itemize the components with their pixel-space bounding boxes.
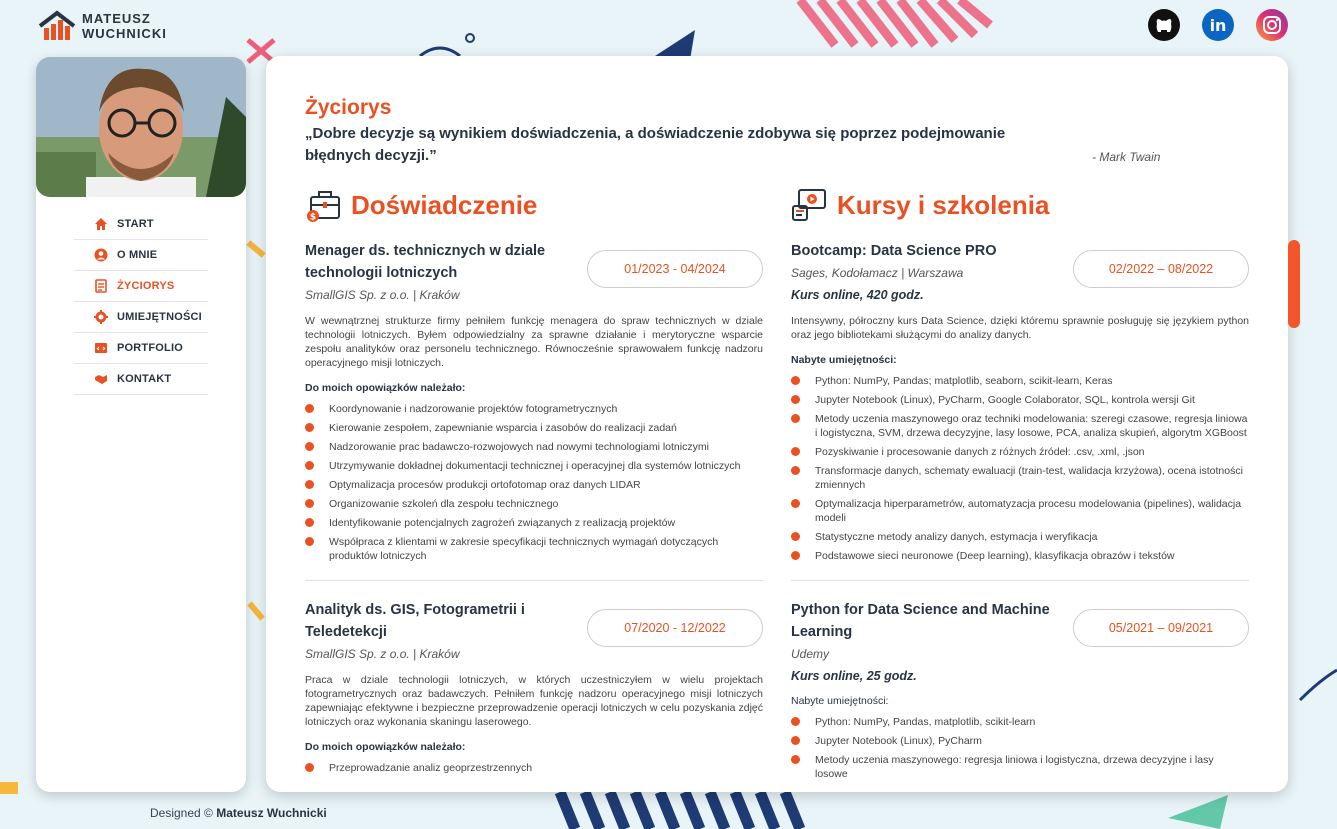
brand-logo[interactable] — [38, 10, 167, 42]
sidebar — [36, 57, 246, 792]
skills-list — [791, 374, 1249, 563]
course-title: Bootcamp: Data Science PRO — [791, 243, 997, 259]
resume-panel — [266, 56, 1288, 792]
linkedin-icon — [1201, 8, 1235, 42]
bar-yellow-2 — [247, 601, 264, 620]
instagram-icon — [1255, 8, 1289, 42]
nav-o-mnie[interactable] — [74, 240, 208, 271]
instagram-link[interactable] — [1255, 8, 1289, 42]
duties-label: Do moich opowiązków należało: — [305, 741, 466, 753]
arc-navy — [1300, 670, 1337, 700]
job-description: Praca w dziale technologii lotniczych, w których uczestniczyłem w wielu projektach fotogrametrycznych oraz badawczych. Pełniłem funkcję nadzoru operacyjnego misji lotniczych zapewniając efektywne i bezpieczne przeprowadzenie operacji lotniczych w celu pozyskania zdjęć lotniczych oraz wykonania skaningu laserowego. — [305, 674, 763, 728]
nav-portfolio[interactable] — [74, 333, 208, 364]
nav-umiejetnosci[interactable] — [74, 302, 208, 333]
courses-header — [791, 184, 1249, 226]
duty-item: Kierowanie zespołem, zapewnianie wsparcia i zasobów do realizacji zadań — [305, 421, 763, 435]
stripes-pink — [800, 0, 990, 45]
course-provider: Udemy — [791, 647, 830, 661]
quote-text: „Dobre decyzje są wynikiem doświadczenia, a doświadczenie zdobywa się poprzez podejmowanie błędnych decyzji.” — [305, 125, 1006, 164]
duty-item: Identyfikowanie potencjalnych zagrożeń związanych z realizacją projektów — [305, 516, 763, 530]
bar-yellow-3 — [0, 782, 18, 794]
profile-photo — [36, 57, 246, 197]
nav-start[interactable] — [74, 209, 208, 240]
job-company: SmallGIS Sp. z o.o. | Kraków — [305, 288, 460, 302]
skills-list — [791, 715, 1249, 781]
duty-item: Utrzymywanie dokładnej dokumentacji technicznej i operacyjnej dla systemów lotniczych — [305, 459, 763, 473]
skill-item: Jupyter Notebook (Linux), PyCharm — [791, 734, 1249, 748]
social-links — [1147, 8, 1289, 42]
job-title: Menager ds. technicznych w dziale technologii lotniczych — [305, 243, 546, 281]
experience-section — [305, 184, 763, 792]
user-icon — [94, 248, 108, 262]
skill-item: Python: NumPy, Pandas; matplotlib, seaborn, scikit-learn, Keras — [791, 374, 1249, 388]
skills-label: Nabyte umiejętności: — [791, 354, 897, 366]
presentation-icon — [791, 186, 829, 224]
skill-item: Python: NumPy, Pandas, matplotlib, scikit-learn — [791, 715, 1249, 729]
experience-title: Doświadczenie — [351, 189, 538, 220]
bar-yellow — [246, 240, 265, 257]
course-dates: 02/2022 – 08/2022 — [1073, 250, 1249, 288]
footer-credit: Designed © Mateusz Wuchnicki — [150, 806, 327, 820]
briefcase-icon — [305, 186, 343, 224]
skill-item: Podstawowe sieci neuronowe (Deep learning), klasyfikacja obrazów i tekstów — [791, 549, 1249, 563]
duties-list — [305, 761, 763, 775]
duty-item: Nadzorowanie prac badawczo-rozwojowych nad nowymi technologiami lotniczymi — [305, 440, 763, 454]
job-dates: 01/2023 - 04/2024 — [587, 250, 763, 288]
page-title: Życiorys — [305, 96, 392, 119]
arc-shape — [420, 48, 460, 56]
stripes-navy — [560, 792, 800, 829]
job-dates: 07/2020 - 12/2022 — [587, 609, 763, 647]
main-nav — [74, 209, 208, 395]
skill-item: Transformacje danych, schematy ewaluacji (train-test, walidacja krzyżowa), ocena istotności zmiennych — [791, 464, 1249, 492]
duty-item: Organizowanie szkoleń dla zespołu technicznego — [305, 497, 763, 511]
course-hours: Kurs online, 420 godz. — [791, 288, 924, 302]
course-dates: 05/2021 – 09/2021 — [1073, 609, 1249, 647]
skill-item: Metody uczenia maszynowego oraz techniki modelowania: szeregi czasowe, regresja liniowa i logistyczna, SVM, drzewa decyzyjne, lasy losowe, PCA, analiza skupień, algorytm XGBoost — [791, 412, 1249, 440]
duty-item: Optymalizacja procesów produkcji ortofotomap oraz danych LIDAR — [305, 478, 763, 492]
linkedin-link[interactable] — [1201, 8, 1235, 42]
handshake-icon — [94, 372, 108, 386]
svg-text:$: $ — [309, 212, 317, 223]
scrollbar-thumb[interactable] — [1288, 240, 1300, 328]
footer-author: Mateusz Wuchnicki — [216, 806, 327, 820]
nav-umiejetnosci-label: UMIEJĘTNOŚCI — [117, 311, 202, 323]
nav-portfolio-label: PORTFOLIO — [117, 342, 183, 354]
nav-o-mnie-label: O MNIE — [117, 249, 158, 261]
course-entry — [791, 599, 1249, 792]
courses-title: Kursy i szkolenia — [837, 189, 1050, 220]
document-icon — [94, 279, 108, 293]
job-description: W wewnątrznej strukturze firmy pełniłem funkcję menagera do spraw technicznych w dziale technologii lotniczych. Byłem odpowiedzialny za sprawne działanie i merytoryczne wsparcie zespołu analityków oraz personelu technicznego. Równocześnie sprawowałem funkcję nadzoru operacyjnego misji lotniczych. — [305, 315, 763, 369]
brand-name: MATEUSZ WUCHNICKI — [82, 11, 167, 41]
house-chart-icon — [38, 10, 76, 42]
duty-item: Przeprowadzanie analiz geoprzestrzennych — [305, 761, 763, 775]
courses-section — [791, 184, 1249, 792]
duty-item: Współpraca z klientami w zakresie specyfikacji technicznych wymagań dotyczących produktów lotniczych — [305, 535, 763, 563]
duties-list — [305, 402, 763, 563]
experience-header — [305, 184, 763, 226]
duties-label: Do moich opowiązków należało: — [305, 382, 466, 394]
job-entry — [305, 599, 763, 792]
github-link[interactable] — [1147, 8, 1181, 42]
skill-item: Jupyter Notebook (Linux), PyCharm, Google Colaborator, SQL, kontrola wersji Git — [791, 393, 1249, 407]
nav-kontakt-label: KONTAKT — [117, 373, 172, 385]
skills-label: Nabyte umiejętności: — [791, 695, 889, 707]
job-entry — [305, 240, 763, 581]
course-description: Intensywny, półroczny kurs Data Science, dzięki któremu sprawnie posługuję się językiem python oraz jego bibliotekami służącymi do analizy danych. — [791, 315, 1249, 341]
course-entry — [791, 240, 1249, 581]
nav-start-label: START — [117, 218, 154, 230]
gear-icon — [94, 310, 108, 324]
job-company: SmallGIS Sp. z o.o. | Kraków — [305, 647, 460, 661]
nav-zyciorys[interactable] — [74, 271, 208, 302]
github-icon — [1147, 8, 1181, 42]
skill-item: Statystyczne metody analizy danych, estymacja i weryfikacja — [791, 530, 1249, 544]
duty-item: Koordynowanie i nadzorowanie projektów fotogrametrycznych — [305, 402, 763, 416]
skill-item: Pozyskiwanie i procesowanie danych z różnych źródeł: .csv, .xml, .json — [791, 445, 1249, 459]
nav-zyciorys-label: ŻYCIORYS — [117, 280, 175, 292]
job-title: Analityk ds. GIS, Fotogrametrii i Teledetekcji — [305, 602, 525, 640]
nav-kontakt[interactable] — [74, 364, 208, 395]
ring-shape — [466, 34, 474, 42]
skill-item: Metody uczenia maszynowego: regresja liniowa i logistyczna, drzewa decyzyjne i lasy losowe — [791, 753, 1249, 781]
course-title: Python for Data Science and Machine Learning — [791, 602, 1050, 640]
svg-text:in: in — [1209, 16, 1227, 35]
home-icon — [94, 217, 108, 231]
code-window-icon — [94, 341, 108, 355]
skill-item: Optymalizacja hiperparametrów, automatyzacja procesu modelowania (pipelines), walidacja modeli — [791, 497, 1249, 525]
course-provider: Sages, Kodołamacz | Warszawa — [791, 266, 964, 280]
triangle-teal — [1168, 795, 1228, 829]
quote-author: - Mark Twain — [1092, 150, 1161, 164]
course-hours: Kurs online, 25 godz. — [791, 669, 917, 683]
